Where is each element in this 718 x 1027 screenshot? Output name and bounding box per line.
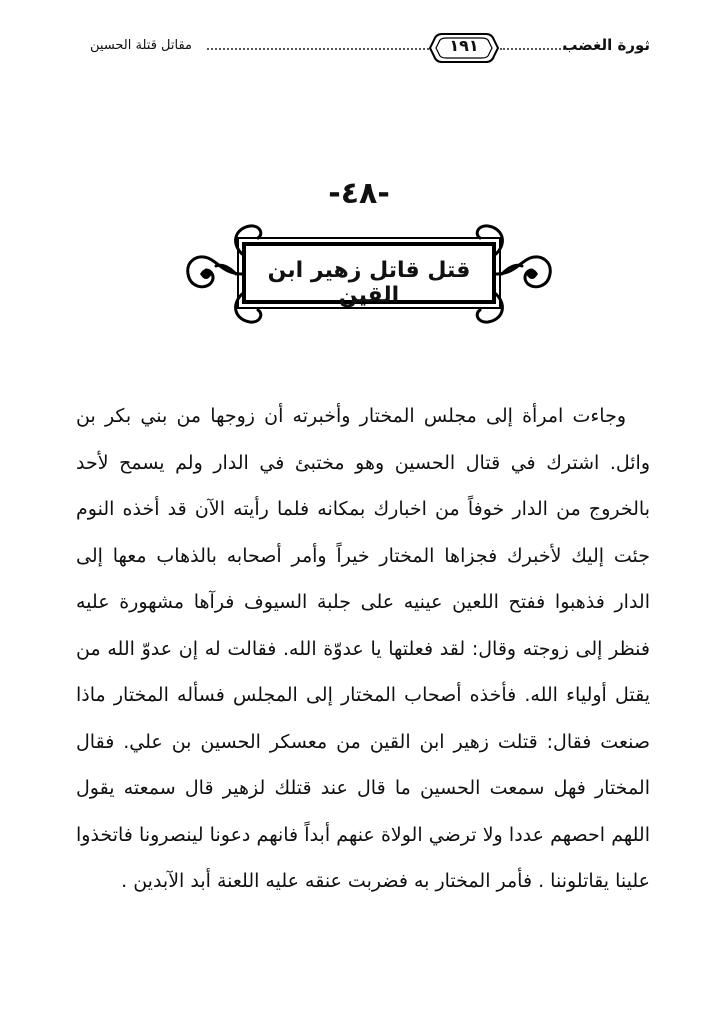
header-dotted-leader-right <box>500 48 568 50</box>
chapter-title-box <box>242 242 496 308</box>
header-dotted-leader-left <box>207 48 429 50</box>
section-title: مقاتل قتلة الحسين <box>90 38 193 53</box>
page-number-badge <box>428 30 500 66</box>
page-number: ١٩١ <box>449 36 479 55</box>
chapter-title-frame <box>178 220 560 328</box>
book-title: ثورة الغضب <box>562 36 650 54</box>
chapter-title: قتل قاتل زهير ابن القين <box>267 258 471 308</box>
body-paragraph: وجاءت امرأة إلى مجلس المختار وأخبرته أن زوجها من بني بكر بن وائل. اشترك في قتال الحسين وهو مختبئ في الدار ولم يسمح لأحد بالخروج من الدار خوفاً من اخبارك بمكانه فلما رأيته الآن قد أخذه النوم جئت إليك لأخبرك فجزاها المختار خيراً وأمر أصحابه بالذهاب معها إلى الدار فذهبوا ففتح اللعين عينيه على جلبة السيوف فرآها مشهورة عليه فنظر إلى زوجته وقال: لقد فعلتها يا عدوّة الله. فقالت له إن عدوّ الله من يقتل أولياء الله. فأخذه أصحاب المختار إلى المجلس فسأله المختار ماذا صنعت فقال: قتلت زهير ابن القين من معسكر الحسين بن علي. فقال المختار فهل سمعت الحسين ما قال عند قتلك لزهير قال سمعته يقول اللهم احصهم عددا ولا ترضي الولاة عنهم أبداً فانهم دعونا لينصرونا فاتخذوا علينا يقاتلوننا . فأمر المختار به فضربت عنقه عليه اللعنة أبد الآبدين . <box>76 405 650 892</box>
chapter-number: -٤٨- <box>328 176 390 211</box>
page-header <box>90 30 650 66</box>
